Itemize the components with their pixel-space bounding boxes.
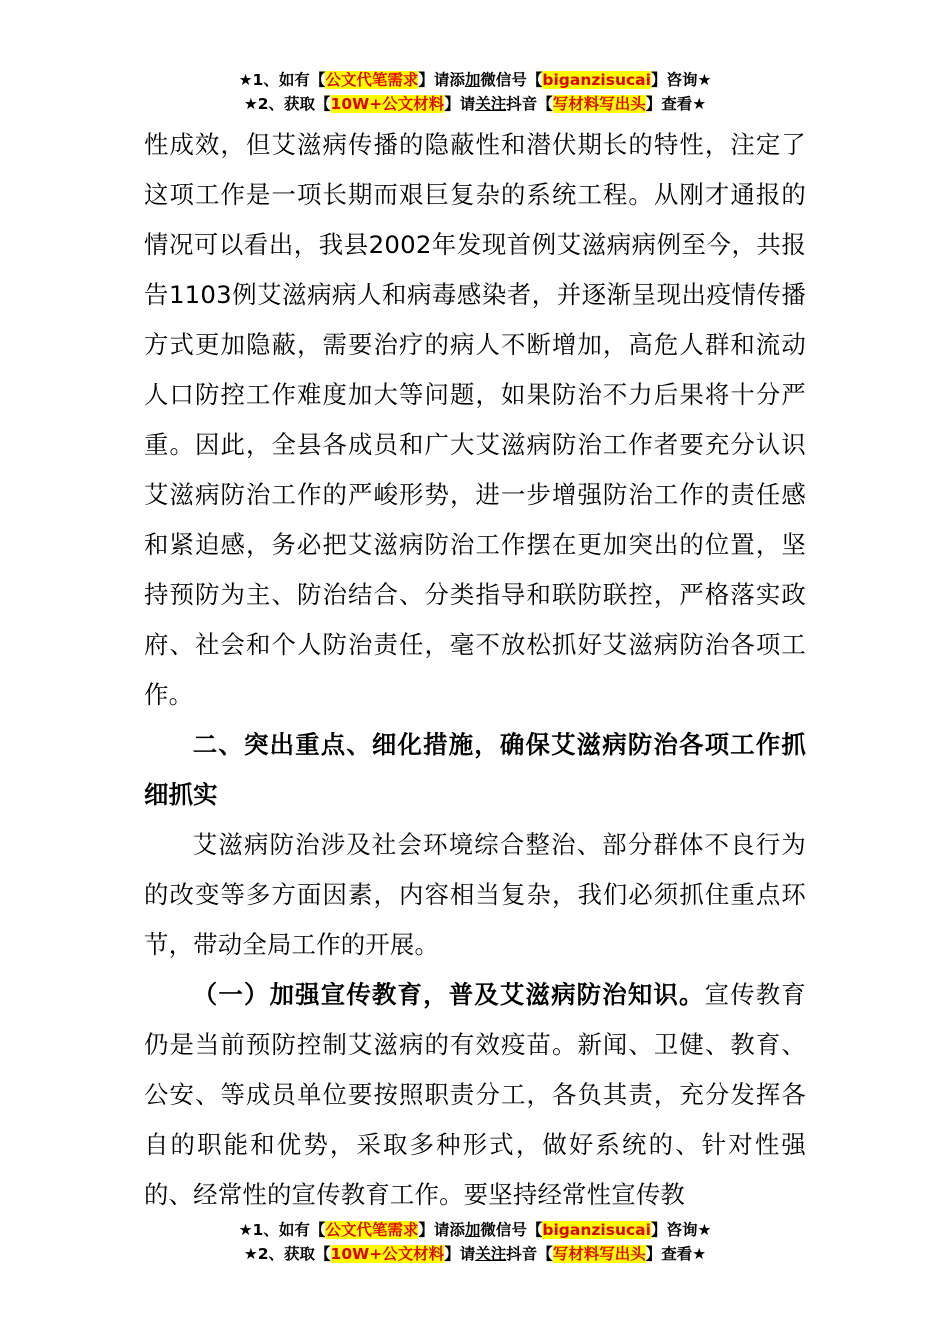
paragraph-text: 宣传教育仍是当前预防控制艾滋病的有效疫苗。新闻、卫健、教育、公安、等成员单位要按照职责分工，各负其责，充分发挥各自的职能和优势，采取多种形式，做好系统的、针对性强的、经常性的宣传教育工作。要坚持经常性宣传教: [144, 980, 806, 1209]
banner-text: 】咨询★: [650, 1221, 712, 1239]
highlight-text: 10W+公文材料: [330, 1245, 445, 1263]
highlight-text: 公文代笔需求: [325, 71, 419, 89]
header-banner: [0, 68, 950, 116]
douyin-id: 写材料写出头: [552, 95, 646, 113]
underlined-text: 加: [464, 71, 481, 89]
banner-line-2: [0, 1242, 950, 1266]
paragraph-continuation: 性成效，但艾滋病传播的隐蔽性和潜伏期长的特性，注定了这项工作是一项长期而艰巨复杂的系统工程。从刚才通报的情况可以看出，我县2002年发现首例艾滋病病例至今，共报告1103例艾滋病病人和病毒感染者，并逐渐呈现出疫情传播方式更加隐蔽，需要治疗的病人不断增加，高危人群和流动人口防控工作难度加大等问题，如果防治不力后果将十分严重。因此，全县各成员和广大艾滋病防治工作者要充分认识艾滋病防治工作的严峻形势，进一步增强防治工作的责任感和紧迫感，务必把艾滋病防治工作摆在更加突出的位置，坚持预防为主、防治结合、分类指导和联防联控，严格落实政府、社会和个人防治责任，毫不放松抓好艾滋病防治各项工作。: [144, 130, 806, 709]
banner-text: 】请: [444, 95, 476, 113]
subsection-heading: （一）加强宣传教育，普及艾滋病防治知识。: [192, 980, 705, 1009]
banner-line-2: [0, 92, 950, 116]
banner-text: 】请: [444, 1245, 476, 1263]
wechat-id: biganzisucai: [542, 71, 651, 89]
underlined-text: 关注: [475, 95, 507, 113]
banner-text: 】咨询★: [650, 71, 712, 89]
banner-text: 】请添: [418, 71, 465, 89]
banner-text: ★1、如有【: [238, 71, 326, 89]
document-body: [144, 120, 806, 1220]
banner-line-1: [0, 68, 950, 92]
banner-text: 抖音【: [506, 1245, 553, 1263]
banner-text: ★1、如有【: [238, 1221, 326, 1239]
paragraph: [144, 970, 806, 1220]
banner-text: 】查看★: [645, 95, 707, 113]
underlined-text: 加: [464, 1221, 481, 1239]
banner-text: 抖音【: [506, 95, 553, 113]
banner-line-1: [0, 1218, 950, 1242]
section-heading: 二、突出重点、细化措施，确保艾滋病防治各项工作抓细抓实: [144, 730, 806, 809]
highlight-text: 10W+公文材料: [330, 95, 445, 113]
paragraph: 艾滋病防治涉及社会环境综合整治、部分群体不良行为的改变等多方面因素，内容相当复杂，我们必须抓住重点环节，带动全局工作的开展。: [144, 830, 806, 959]
wechat-id: biganzisucai: [542, 1221, 651, 1239]
banner-text: 】查看★: [645, 1245, 707, 1263]
banner-text: ★2、获取【: [243, 95, 331, 113]
banner-text: ★2、获取【: [243, 1245, 331, 1263]
banner-text: 微信号【: [480, 1221, 543, 1239]
douyin-id: 写材料写出头: [552, 1245, 646, 1263]
underlined-text: 关注: [475, 1245, 507, 1263]
footer-banner: [0, 1218, 950, 1266]
banner-text: 】请添: [418, 1221, 465, 1239]
banner-text: 微信号【: [480, 71, 543, 89]
highlight-text: 公文代笔需求: [325, 1221, 419, 1239]
